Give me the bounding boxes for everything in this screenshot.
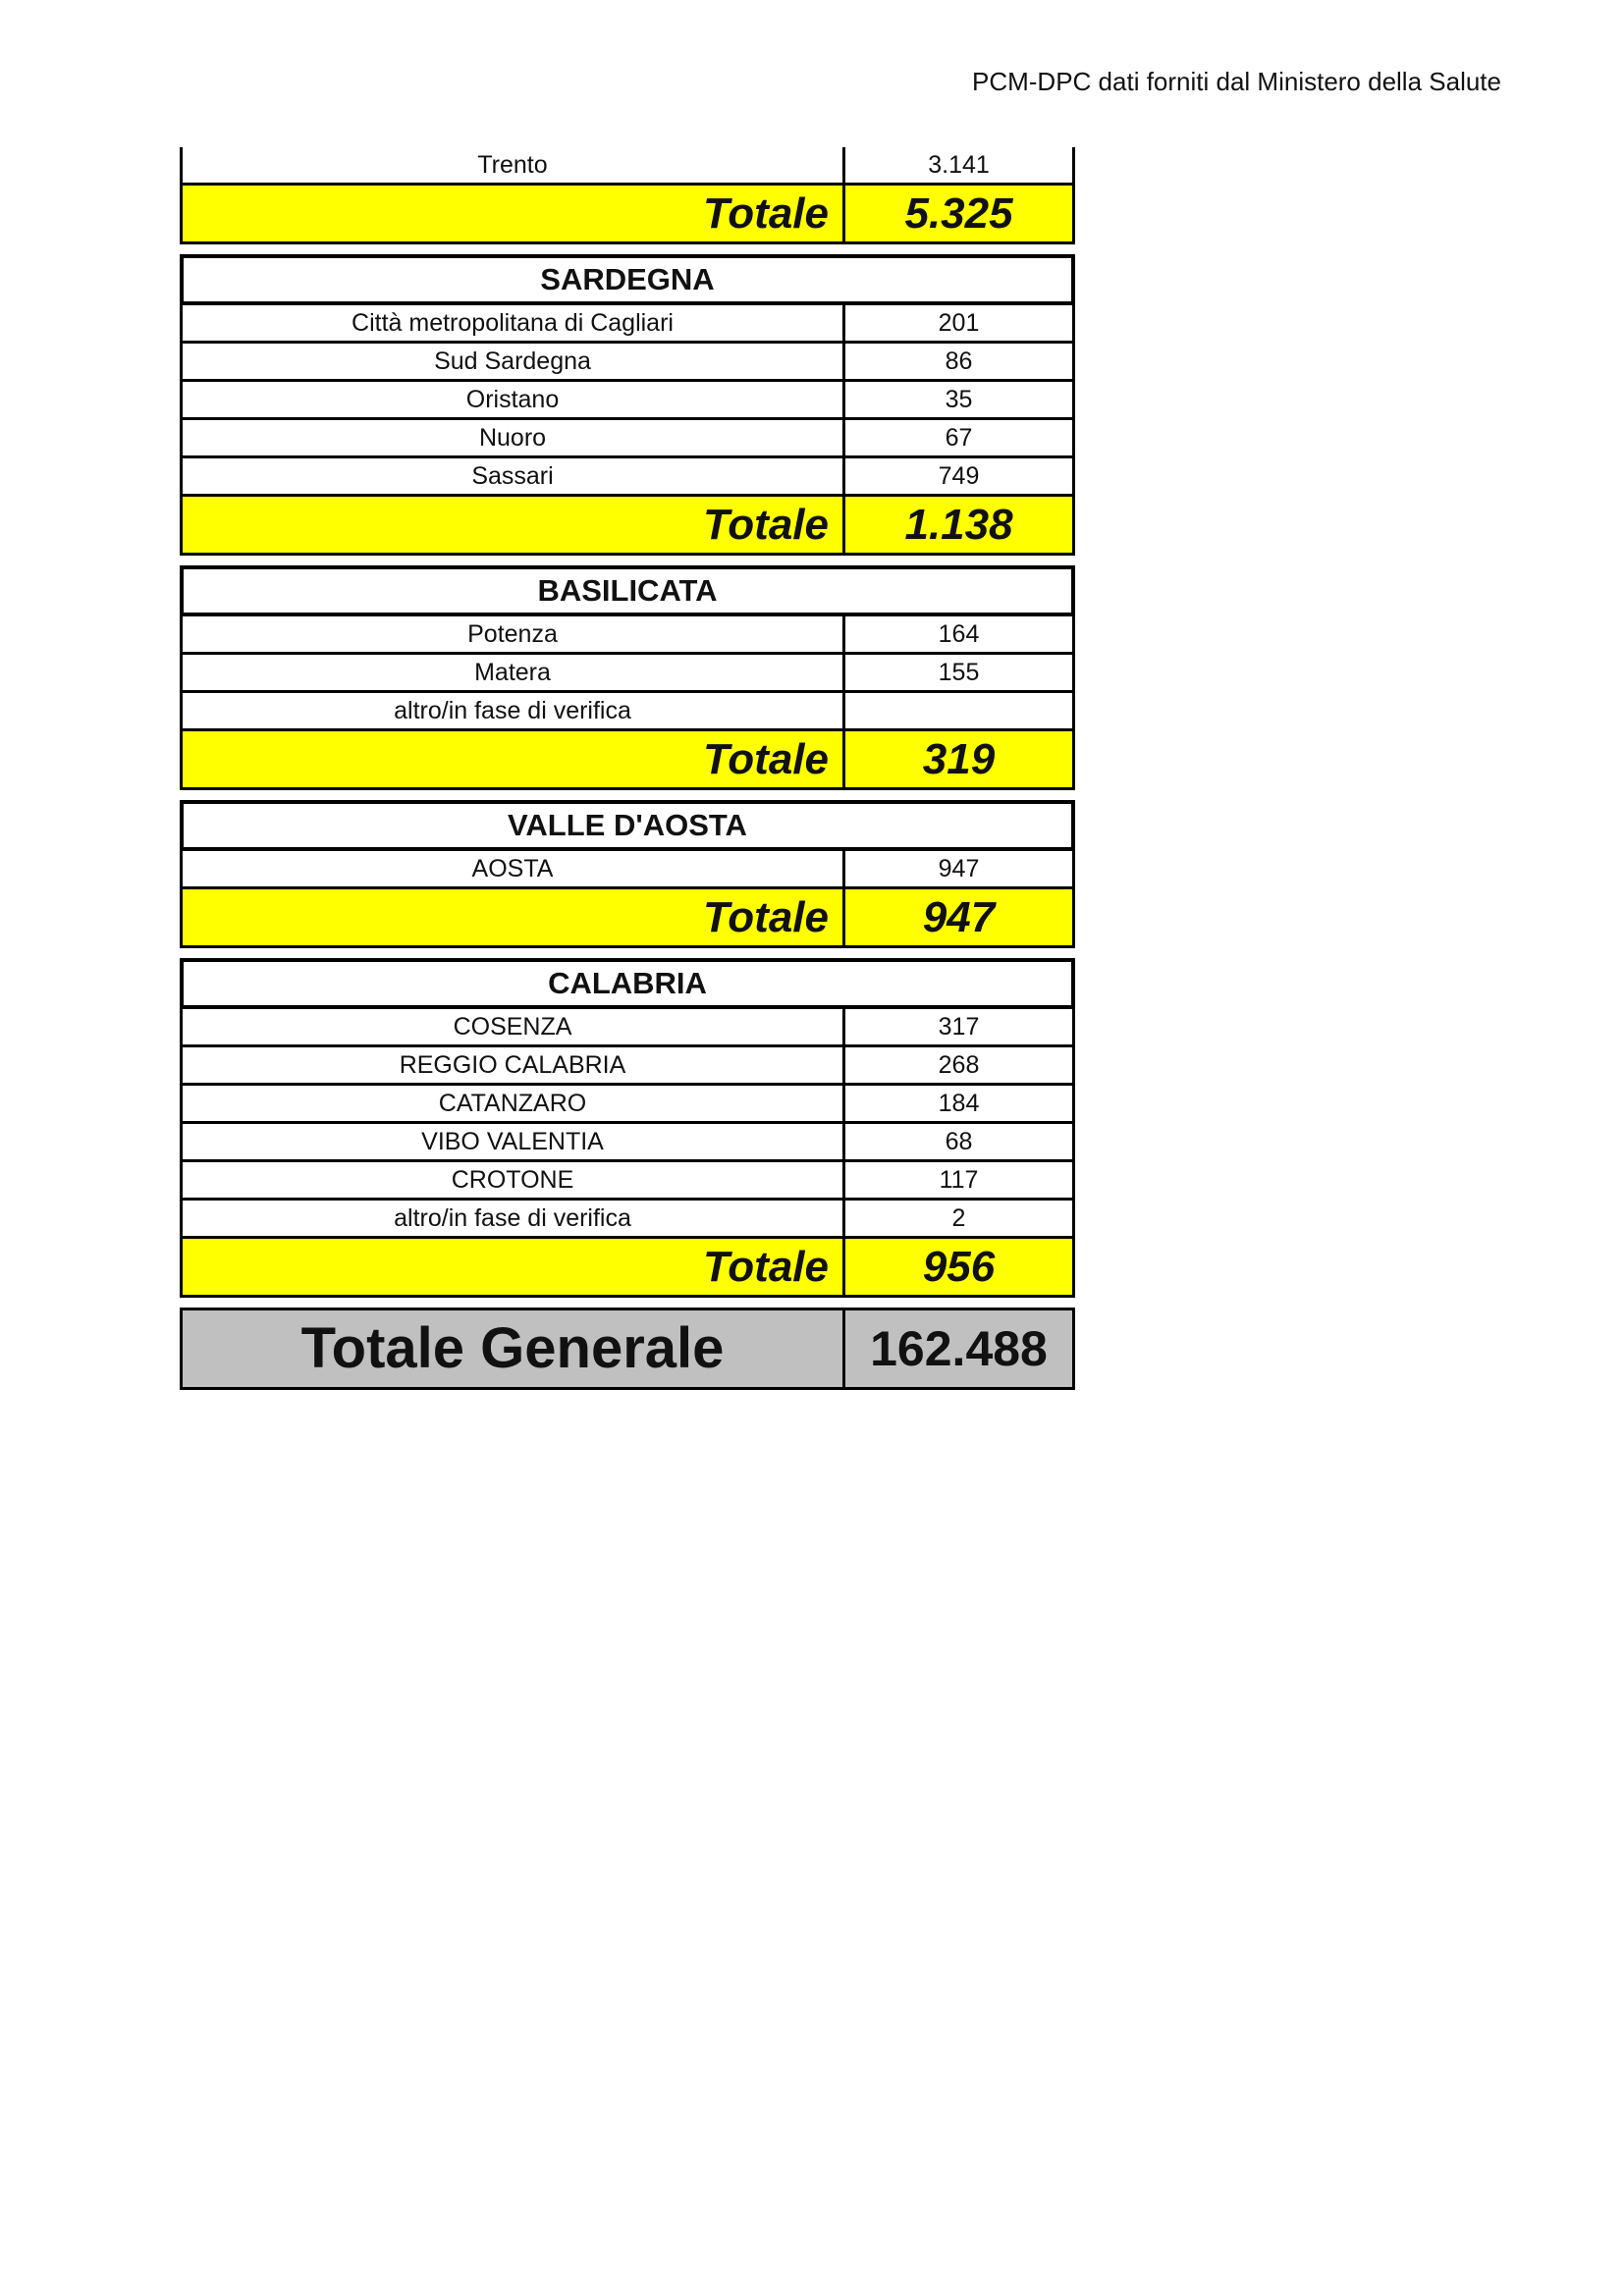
table-row (180, 1047, 1075, 1086)
province-name: Potenza (183, 616, 845, 652)
province-name: AOSTA (183, 851, 845, 886)
region-header-valle-daosta: VALLE D'AOSTA (180, 800, 1075, 851)
table-row (180, 344, 1075, 382)
table-row (180, 851, 1075, 889)
table-row (180, 420, 1075, 458)
table-row (180, 1009, 1075, 1047)
table-row (180, 1162, 1075, 1201)
total-value: 947 (922, 893, 996, 941)
total-label: Totale (183, 1239, 845, 1295)
province-name: Trento (183, 147, 845, 183)
total-label: Totale (183, 889, 845, 945)
table-row (180, 1201, 1075, 1239)
province-name: Nuoro (183, 420, 845, 455)
province-value: 86 (945, 347, 973, 375)
province-name: Sassari (183, 458, 845, 494)
region-total-row (180, 497, 1075, 556)
total-value: 319 (922, 735, 996, 783)
table-row (180, 1086, 1075, 1124)
province-name: Sud Sardegna (183, 344, 845, 379)
table-row (180, 458, 1075, 497)
province-value: 68 (945, 1128, 973, 1155)
province-name: VIBO VALENTIA (183, 1124, 845, 1159)
region-total-row (180, 889, 1075, 948)
table-row (180, 655, 1075, 693)
page-header-source: PCM-DPC dati forniti dal Ministero della Salute (972, 67, 1501, 96)
province-value: 749 (938, 462, 980, 490)
province-name: CROTONE (183, 1162, 845, 1198)
province-name: COSENZA (183, 1009, 845, 1044)
cases-table (180, 147, 1075, 1390)
province-name: REGGIO CALABRIA (183, 1047, 845, 1083)
province-value: 3.141 (928, 151, 990, 179)
province-value: 184 (938, 1090, 980, 1117)
total-label: Totale (183, 731, 845, 787)
region-total-row (180, 731, 1075, 790)
province-name: altro/in fase di verifica (183, 1201, 845, 1236)
region-header-calabria: CALABRIA (180, 958, 1075, 1009)
province-name: Oristano (183, 382, 845, 417)
total-label: Totale (183, 186, 845, 241)
province-value: 2 (951, 1204, 966, 1232)
province-value: 117 (939, 1166, 979, 1194)
region-header-basilicata: BASILICATA (180, 565, 1075, 616)
grand-total-label: Totale Generale (183, 1310, 845, 1387)
province-value: 35 (945, 386, 973, 413)
total-value: 1.138 (904, 501, 1013, 549)
province-value: 317 (938, 1013, 980, 1041)
table-row (180, 382, 1075, 420)
table-row (180, 1124, 1075, 1162)
province-value: 164 (938, 620, 980, 648)
region-total-row (180, 1239, 1075, 1298)
grand-total-value: 162.488 (870, 1321, 1048, 1376)
table-row (180, 693, 1075, 731)
province-name: CATANZARO (183, 1086, 845, 1121)
total-value: 956 (922, 1243, 996, 1291)
region-total-row (180, 186, 1075, 244)
province-value (845, 693, 1072, 728)
province-name: altro/in fase di verifica (183, 693, 845, 728)
total-label: Totale (183, 497, 845, 553)
total-value: 5.325 (904, 189, 1013, 238)
province-name: Città metropolitana di Cagliari (183, 305, 845, 341)
grand-total-row (180, 1308, 1075, 1390)
table-row (180, 616, 1075, 655)
province-value: 947 (938, 855, 980, 882)
province-value: 268 (938, 1051, 980, 1079)
table-row (180, 305, 1075, 344)
province-name: Matera (183, 655, 845, 690)
table-row (180, 147, 1075, 186)
province-value: 201 (938, 309, 980, 337)
province-value: 67 (945, 424, 973, 452)
province-value: 155 (938, 659, 980, 686)
region-header-sardegna: SARDEGNA (180, 254, 1075, 305)
